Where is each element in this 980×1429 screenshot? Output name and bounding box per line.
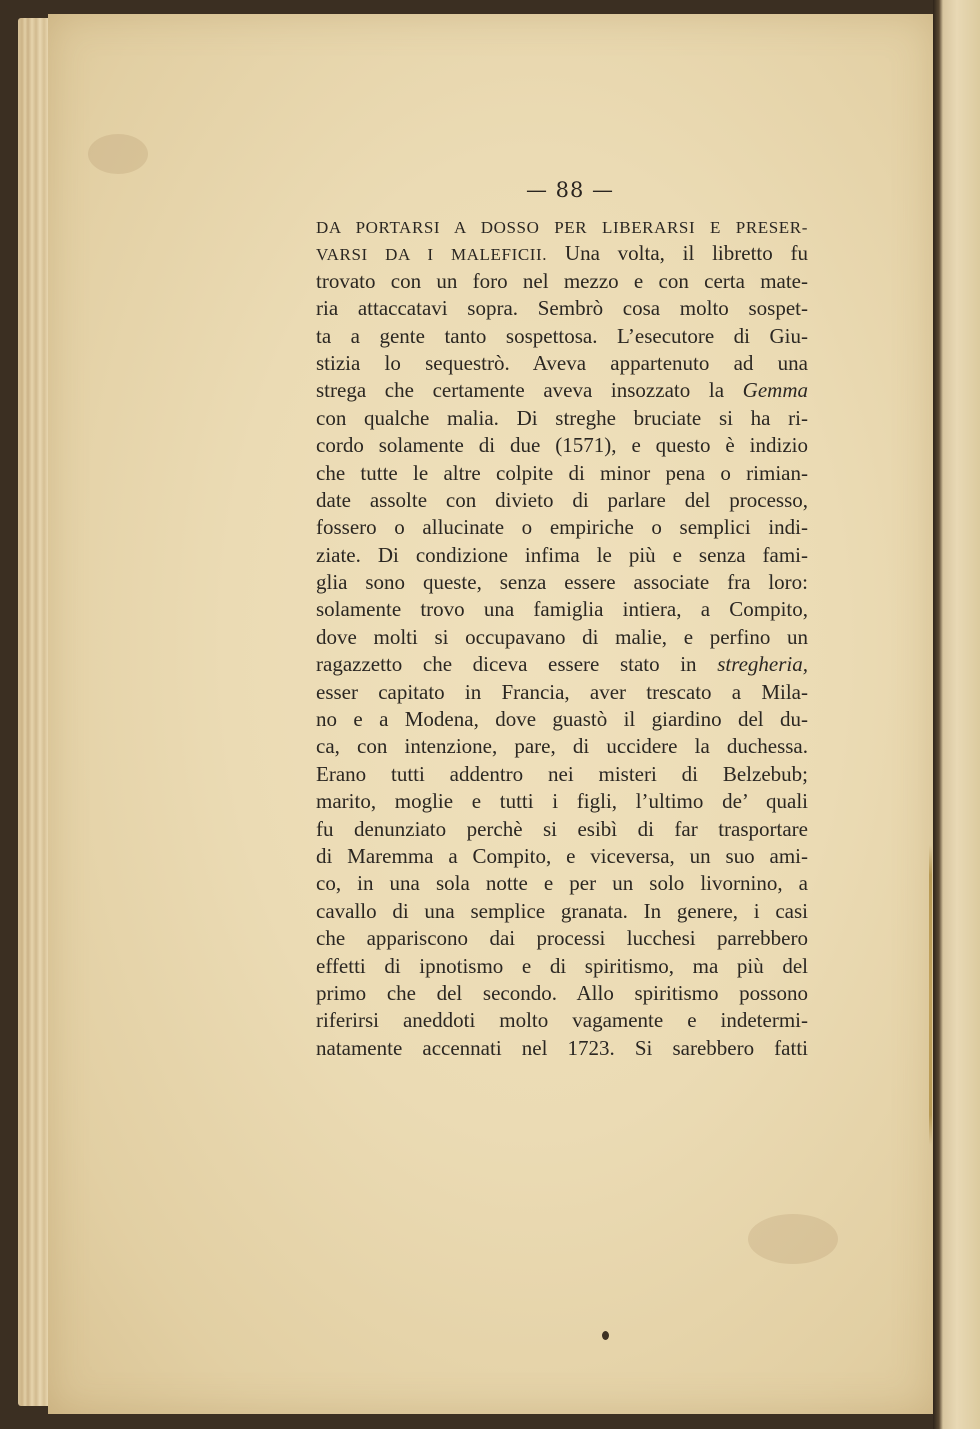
page-number: — 88 — [525, 178, 615, 202]
text-line: cordo solamente di due (1571), e questo è indizio [316, 433, 808, 458]
text-line: di Maremma a Compito, e viceversa, un suo ami- [316, 843, 808, 868]
text-line: solamente trovo una famiglia intiera, a Compito, [316, 597, 808, 622]
text-line: ziate. Di condizione infima le più e senza fami- [316, 542, 808, 567]
text-line: fossero o allucinate o empiriche o semplici indi- [316, 515, 808, 540]
text-line: riferirsi aneddoti molto vagamente e indetermi- [316, 1008, 808, 1033]
text-line: effetti di ipnotismo e di spiritismo, ma più del [316, 953, 808, 978]
paper-stain [88, 134, 148, 174]
next-page-edge [933, 0, 980, 1429]
text-line: co, in una sola notte e per un solo livornino, a [316, 871, 808, 896]
paper-stain [748, 1214, 838, 1264]
text-line: cavallo di una semplice granata. In genere, i casi [316, 898, 808, 923]
text-line: ria attaccatavi sopra. Sembrò cosa molto sospet- [316, 296, 808, 321]
ink-dot [602, 1331, 609, 1340]
text-line: VARSI DA I MALEFICII. Una volta, il libretto fu [316, 241, 808, 266]
binding-thread [929, 845, 932, 1145]
text-line: trovato con un foro nel mezzo e con certa mate- [316, 268, 808, 293]
text-line: stizia lo sequestrò. Aveva appartenuto ad una [316, 350, 808, 375]
text-line: strega che certamente aveva insozzato la Gemma [316, 378, 808, 403]
text-line: no e a Modena, dove guastò il giardino del du- [316, 707, 808, 732]
text-line: esser capitato in Francia, aver trescato a Mila- [316, 679, 808, 704]
text-line: glia sono queste, senza essere associate fra loro: [316, 570, 808, 595]
text-line: fu denunziato perchè si esibì di far trasportare [316, 816, 808, 841]
text-line: Erano tutti addentro nei misteri di Belzebub; [316, 761, 808, 786]
text-line: date assolte con divieto di parlare del processo, [316, 487, 808, 512]
text-line: che tutte le altre colpite di minor pena o rimian- [316, 460, 808, 485]
text-line: ragazzetto che diceva essere stato in stregheria, [316, 652, 808, 677]
text-line: natamente accennati nel 1723. Si sarebbero fatti [316, 1035, 808, 1060]
text-line: dove molti si occupavano di malie, e perfino un [316, 624, 808, 649]
text-line: con qualche malia. Di streghe bruciate si ha ri- [316, 405, 808, 430]
body-text [316, 213, 808, 1062]
text-line: ca, con intenzione, pare, di uccidere la duchessa. [316, 734, 808, 759]
text-line: ta a gente tanto sospettosa. L’esecutore di Giu- [316, 323, 808, 348]
text-line: primo che del secondo. Allo spiritismo possono [316, 980, 808, 1005]
text-line: DA PORTARSI A DOSSO PER LIBERARSI E PRESER- [316, 218, 808, 237]
text-line: marito, moglie e tutti i figli, l’ultimo de’ quali [316, 789, 808, 814]
text-line: che appariscono dai processi lucchesi parrebbero [316, 926, 808, 951]
